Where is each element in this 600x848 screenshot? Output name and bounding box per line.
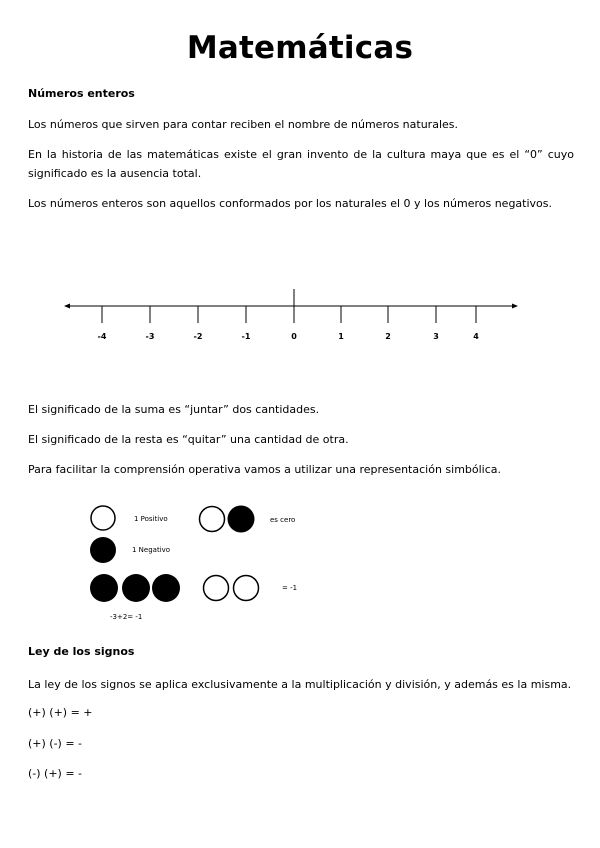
positive-label: 1 Positivo <box>134 515 168 523</box>
tick-label: 2 <box>385 332 391 341</box>
equation-label: -3+2= -1 <box>110 613 143 621</box>
tick-label: 1 <box>338 332 344 341</box>
example-negative-circle-1-icon <box>90 574 118 602</box>
negative-circle-icon <box>90 537 116 563</box>
negative-label: 1 Negativo <box>132 546 171 554</box>
zero-pair-negative-icon <box>228 506 255 533</box>
example-positive-circle-1-icon <box>204 576 229 601</box>
page-title: Matemáticas <box>186 30 414 66</box>
tick-label: 4 <box>473 332 479 341</box>
result-label: = -1 <box>282 584 298 592</box>
tick-label: -1 <box>241 332 251 341</box>
example-negative-circle-2-icon <box>122 574 150 602</box>
paragraph-ley-signos: La ley de los signos se aplica exclusivamente a la multiplicación y división, y además es la misma. <box>28 678 572 691</box>
paragraph-cero-maya: En la historia de las matemáticas existe el gran invento de la cultura maya que es el “0” cuyo significado es la ausencia total. <box>28 148 574 180</box>
example-negative-circle-3-icon <box>152 574 180 602</box>
left-arrow-icon <box>64 304 70 309</box>
tick-label: -3 <box>145 332 155 341</box>
zero-pair-positive-icon <box>200 507 225 532</box>
paragraph-suma: El significado de la suma es “juntar” dos cantidades. <box>28 403 320 416</box>
zero-label: es cero <box>270 516 296 524</box>
section-heading-ley-signos: Ley de los signos <box>28 645 135 658</box>
tick-label: 3 <box>433 332 439 341</box>
section-heading-numeros-enteros: Números enteros <box>28 87 135 100</box>
right-arrow-icon <box>512 304 518 309</box>
sign-rule: (+) (-) = - <box>28 737 83 750</box>
tick-label: -4 <box>97 332 107 341</box>
paragraph-resta: El significado de la resta es “quitar” una cantidad de otra. <box>28 433 349 446</box>
sign-rule: (-) (+) = - <box>28 767 83 780</box>
paragraph-representacion: Para facilitar la comprensión operativa vamos a utilizar una representación simbólica. <box>28 463 502 476</box>
paragraph-naturales: Los números que sirven para contar reciben el nombre de números naturales. <box>28 118 458 131</box>
paragraph-enteros: Los números enteros son aquellos conformados por los naturales el 0 y los números negativos. <box>28 197 553 210</box>
example-positive-circle-2-icon <box>234 576 259 601</box>
tick-label: -2 <box>193 332 203 341</box>
sign-rule: (+) (+) = + <box>28 706 93 719</box>
positive-circle-icon <box>91 506 115 530</box>
tick-label: 0 <box>291 332 297 341</box>
